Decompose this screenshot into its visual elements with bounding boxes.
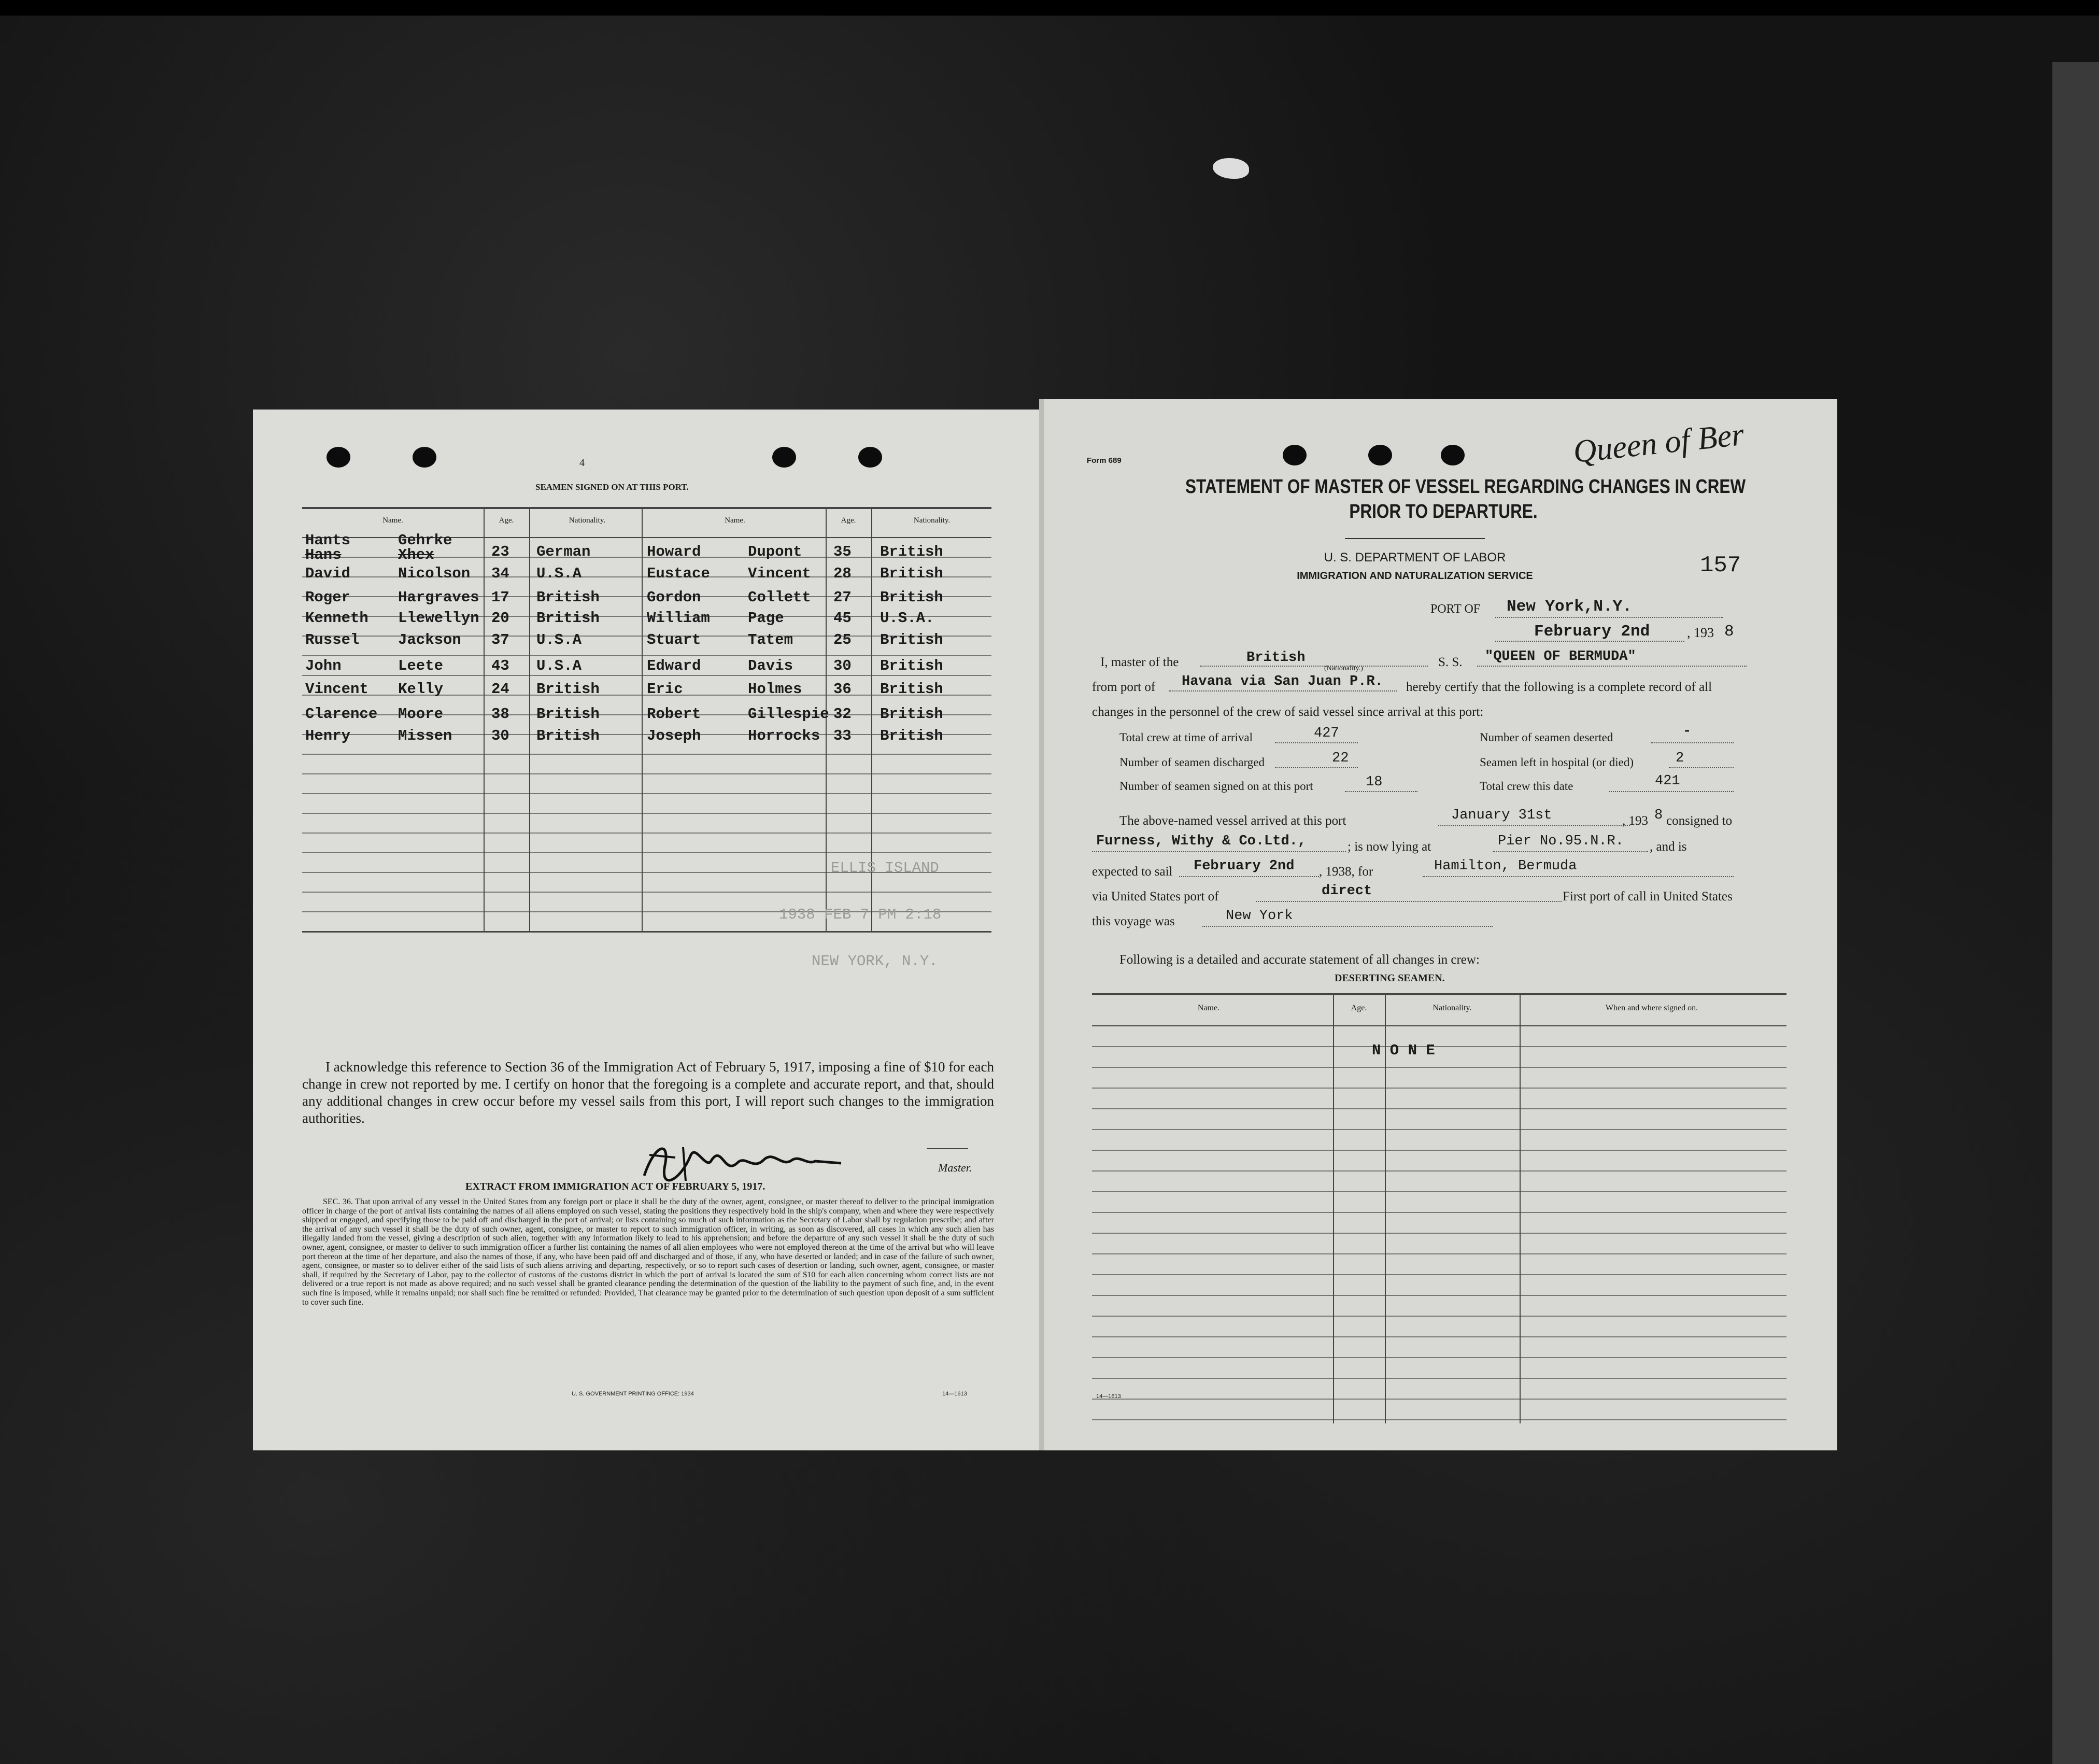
- crew-age: 36: [833, 681, 852, 698]
- crew-last-name: Nicolson: [398, 565, 471, 582]
- crew-first-name: Vincent: [305, 681, 368, 698]
- table-rule: [1092, 1316, 1786, 1317]
- destination-value: Hamilton, Bermuda: [1434, 858, 1577, 874]
- crew-last-name: Vincent: [748, 565, 811, 582]
- crew-age: 30: [833, 657, 852, 674]
- crew-nationality: British: [536, 610, 600, 627]
- extract-text: SEC. 36. That upon arrival of any vessel in the United States from any foreign port or place it shall be the duty of the owner, agent, consignee, or master thereof to deliver to the principal immigration officer in charge of the port of arrival lists containing the names of all aliens employed on such vessel, stating the positions they respectively hold in the ship's company, when and where they were respectively shipped or engaged, and specifying those to be paid off and discharged in the port of arrival; or lists containing so much of such information as the Secretary of Labor shall by regulation prescribe; and after the arrival of any such vessel it shall be the duty of such owner, agent, consignee, or master to report to such immigration officer, in writing, as soon as discovered, all cases in which any such alien has illegally landed from the vessel, giving a description of such alien, together with any information likely to lead to his apprehension; and before the departure of any such vessel it shall be the duty of such owner, agent, consignee, or master to deliver to such immigration officer a further list containing the names of all alien employees who were not employed thereon at the time of the arrival but who will leave port thereon at the time of her departure, and also the names of those, if any, who have been paid off and discharged and of those, if any, who have deserted or landed; and in case of the failure of such owner, agent, consignee, or master so to deliver either of the said lists of such aliens arriving and departing, respectively, or so to report such cases of desertion or landing, such owner, agent, consignee, or master shall, if required by the Secretary of Labor, pay to the collector of customs of the customs district in which the port of arrival is located the sum of $10 for each alien concerning whom correct lists are not delivered or a true report is not made as above required; and no such vessel shall be granted clearance pending the determination of the question of the liability to the payment of such fine, and, in the event such fine is imposed, while it remains unpaid; nor shall such fine be remitted or refunded: Provided, That clearance may be granted prior to the determination of such question upon deposit of a sum sufficient to cover such fine.: [302, 1197, 994, 1307]
- desert-col-signed-on: When and where signed on.: [1605, 1004, 1698, 1012]
- crew-nationality: U.S.A: [536, 657, 582, 674]
- arrived-year-prefix: , 193: [1622, 814, 1648, 828]
- crew-age: 24: [491, 681, 509, 698]
- crew-nationality: British: [880, 657, 943, 674]
- crew-last-name: Leete: [398, 657, 444, 674]
- table-rule: [302, 832, 991, 834]
- acknowledgement-text: I acknowledge this reference to Section 36 of the Immigration Act of February 5, 1917, imposing a fine of $10 for each change in crew not reported by me. I certify on honor that the foregoing is a complete and accurate report, and that, should any additional changes in crew occur before my vessel sails from this port, I will report such changes to the immigration authorities.: [302, 1059, 994, 1126]
- table-rule: [302, 754, 991, 755]
- stamp-date: 1938 FEB 7 PM 2:18: [779, 906, 942, 923]
- table-rule: [1092, 1170, 1786, 1172]
- crew-first-name: Eric: [647, 681, 683, 698]
- crew-last-name: Horrocks: [748, 727, 820, 744]
- deserted-label: Number of seamen deserted: [1480, 731, 1613, 744]
- col-name-2: Name.: [725, 516, 745, 525]
- crew-last-name: Dupont: [748, 543, 802, 560]
- punch-hole: [413, 447, 436, 468]
- table-rule: [1092, 1191, 1786, 1192]
- crew-last-name: Gillespie: [748, 705, 829, 723]
- date-value: February 2nd: [1534, 623, 1650, 641]
- master-label: Master.: [938, 1161, 972, 1174]
- discharged-label: Number of seamen discharged: [1119, 756, 1265, 769]
- punch-hole: [1368, 445, 1392, 465]
- master-line-label: I, master of the: [1100, 655, 1179, 669]
- voyage-value: New York: [1226, 908, 1293, 924]
- section-title: SEAMEN SIGNED ON AT THIS PORT.: [535, 482, 689, 492]
- lying-value: Pier No.95.N.R.: [1498, 834, 1624, 849]
- form-title-line1: STATEMENT OF MASTER OF VESSEL REGARDING CHANGES IN CREW: [1185, 476, 1746, 498]
- total-crew-label: Total crew at time of arrival: [1119, 731, 1253, 744]
- crew-first-name: Kenneth: [305, 610, 368, 627]
- col-name: Name.: [382, 516, 403, 525]
- crew-last-name: Jackson: [398, 631, 461, 648]
- consigned-label: consigned to: [1666, 814, 1733, 828]
- crew-first-name: Clarence: [305, 705, 378, 723]
- table-rule: [1092, 1212, 1786, 1213]
- total-crew-value: 427: [1314, 726, 1339, 741]
- crew-nationality: British: [880, 565, 943, 582]
- crew-nationality: British: [536, 705, 600, 723]
- crew-first-name: Stuart: [647, 631, 701, 648]
- crew-first-name: Henry: [305, 727, 351, 744]
- consignee-value: Furness, Withy & Co.Ltd.,: [1096, 834, 1307, 849]
- desert-col-nationality: Nationality.: [1433, 1004, 1472, 1012]
- crew-first-name-struck: Hans: [305, 546, 342, 563]
- crew-nationality: British: [880, 543, 943, 560]
- hospital-value: 2: [1676, 751, 1684, 766]
- total-today-value: 421: [1655, 773, 1680, 789]
- crew-age: 37: [491, 631, 509, 648]
- crew-last-name: Missen: [398, 727, 452, 744]
- punch-hole: [772, 447, 796, 468]
- crew-first-name: Howard: [647, 543, 701, 560]
- crew-last-name: Tatem: [748, 631, 793, 648]
- crew-nationality: British: [880, 705, 943, 723]
- arrived-year-value: 8: [1654, 808, 1663, 823]
- table-rule: [1092, 1129, 1786, 1130]
- crew-nationality: U.S.A: [536, 565, 582, 582]
- from-port-value: Havana via San Juan P.R.: [1182, 674, 1383, 689]
- crew-age: 43: [491, 657, 509, 674]
- table-rule: [1092, 1399, 1786, 1400]
- table-rule: [1092, 1336, 1786, 1337]
- expected-year: , 1938, for: [1319, 865, 1373, 879]
- deserted-value: -: [1683, 724, 1692, 739]
- expected-label: expected to sail: [1092, 865, 1173, 879]
- table-rule: [1092, 1108, 1786, 1109]
- table-rule: [302, 813, 991, 814]
- crew-age: 20: [491, 610, 509, 627]
- desert-none-entry: N O N E: [1372, 1042, 1435, 1059]
- film-frame-top: [0, 0, 2099, 16]
- hospital-label: Seamen left in hospital (or died): [1480, 756, 1634, 769]
- crew-age: 34: [491, 565, 509, 582]
- table-rule: [1092, 1046, 1786, 1047]
- table-rule: [1092, 1067, 1786, 1068]
- service: IMMIGRATION AND NATURALIZATION SERVICE: [1297, 570, 1533, 582]
- punch-hole: [858, 447, 882, 468]
- table-rule: [1092, 1357, 1786, 1358]
- form-code: 14—1613: [942, 1391, 967, 1397]
- crew-nationality: German: [536, 543, 591, 560]
- crew-first-name: William: [647, 610, 710, 627]
- crew-first-name: Eustace: [647, 565, 710, 582]
- crew-first-name: Robert: [647, 705, 701, 723]
- col-age: Age.: [499, 516, 514, 525]
- crew-last-name: Holmes: [748, 681, 802, 698]
- crew-first-name: Joseph: [647, 727, 701, 744]
- crew-first-name: David: [305, 565, 351, 582]
- signed-on-value: 18: [1366, 774, 1383, 790]
- and-is-text: , and is: [1650, 840, 1687, 854]
- stamp-location: ELLIS ISLAND: [831, 859, 939, 877]
- document-number: 157: [1700, 553, 1741, 578]
- crew-age: 45: [833, 610, 852, 627]
- crew-first-name: Edward: [647, 657, 701, 674]
- crew-last-name: Kelly: [398, 681, 444, 698]
- crew-first-name: Roger: [305, 589, 351, 606]
- col-nationality: Nationality.: [569, 516, 606, 525]
- title-rule: [1345, 538, 1485, 539]
- col-nationality-2: Nationality.: [913, 516, 951, 525]
- punch-hole: [327, 447, 350, 468]
- crew-age: 17: [491, 589, 509, 606]
- from-port-label: from port of: [1092, 680, 1156, 694]
- via-label: via United States port of: [1092, 890, 1219, 904]
- table-rule: [1092, 1253, 1786, 1254]
- crew-nationality: British: [536, 727, 600, 744]
- year-prefix: , 193: [1687, 625, 1714, 640]
- crew-nationality: British: [880, 681, 943, 698]
- left-page: [253, 410, 1044, 1450]
- crew-age: 27: [833, 589, 852, 606]
- port-value: New York,N.Y.: [1507, 598, 1632, 616]
- form-code: 14—1613: [1096, 1393, 1121, 1400]
- crew-age: 23: [491, 543, 509, 560]
- crew-first-name: Gordon: [647, 589, 701, 606]
- table-rule: [1092, 1295, 1786, 1296]
- crew-nationality: British: [880, 589, 943, 606]
- punch-hole: [1441, 445, 1465, 465]
- film-frame-right: [2052, 62, 2099, 1764]
- deserting-title: DESERTING SEAMEN.: [1335, 972, 1445, 984]
- page-number: 4: [579, 457, 585, 469]
- punch-hole: [1283, 445, 1307, 465]
- printing-office: U. S. GOVERNMENT PRINTING OFFICE: 1934: [572, 1391, 694, 1397]
- table-rule: [1092, 1419, 1786, 1420]
- crew-age: 38: [491, 705, 509, 723]
- nationality-value: British: [1246, 650, 1306, 666]
- crew-last-name: Davis: [748, 657, 793, 674]
- stamp-city: NEW YORK, N.Y.: [812, 953, 938, 970]
- crew-nationality: British: [880, 727, 943, 744]
- arrived-label: The above-named vessel arrived at this port: [1119, 814, 1346, 828]
- certify-text: hereby certify that the following is a complete record of all: [1406, 680, 1712, 694]
- right-page: [1044, 399, 1837, 1450]
- changes-text: changes in the personnel of the crew of said vessel since arrival at this port:: [1092, 705, 1484, 719]
- table-rule: [302, 655, 991, 656]
- table-rule: [302, 852, 991, 853]
- crew-nationality: U.S.A.: [880, 610, 934, 627]
- following-label: Following is a detailed and accurate statement of all changes in crew:: [1119, 953, 1480, 967]
- arrived-value: January 31st: [1451, 808, 1552, 823]
- crew-last-name-struck: Xhex: [398, 546, 434, 563]
- table-rule: [1092, 1274, 1786, 1275]
- deserting-seamen-table: [1092, 993, 1786, 1423]
- ss-label: S. S.: [1438, 655, 1463, 669]
- voyage-label: this voyage was: [1092, 914, 1175, 928]
- signature-line: [927, 1148, 968, 1149]
- crew-last-name: Moore: [398, 705, 444, 723]
- lying-label: ; is now lying at: [1348, 840, 1431, 854]
- crew-last-name: Llewellyn: [398, 610, 479, 627]
- desert-col-age: Age.: [1351, 1004, 1367, 1012]
- crew-last-name: Hargraves: [398, 589, 479, 606]
- vessel-name: "QUEEN OF BERMUDA": [1485, 649, 1636, 665]
- year-value: 8: [1724, 623, 1734, 641]
- crew-last-name: Collett: [748, 589, 811, 606]
- expected-value: February 2nd: [1194, 858, 1295, 874]
- crew-first-name: John: [305, 657, 342, 674]
- crew-last-name: Page: [748, 610, 784, 627]
- port-label: PORT OF: [1430, 602, 1481, 616]
- table-rule: [1092, 1088, 1786, 1089]
- extract-title: EXTRACT FROM IMMIGRATION ACT OF FEBRUARY 5, 1917.: [465, 1181, 765, 1192]
- crew-age: 25: [833, 631, 852, 648]
- col-age-2: Age.: [841, 516, 856, 525]
- first-port-label: First port of call in United States: [1563, 890, 1733, 904]
- crew-first-name: Russel: [305, 631, 360, 648]
- crew-last-name: Gehrke: [398, 532, 452, 549]
- table-rule: [302, 793, 991, 794]
- department: U. S. DEPARTMENT OF LABOR: [1324, 551, 1506, 565]
- crew-nationality: British: [536, 589, 600, 606]
- form-title-line2: PRIOR TO DEPARTURE.: [1349, 501, 1538, 523]
- discharged-value: 22: [1332, 751, 1349, 766]
- nationality-caption: (Nationality.): [1324, 665, 1363, 672]
- crew-age: 28: [833, 565, 852, 582]
- table-rule: [1092, 1150, 1786, 1151]
- crew-age: 32: [833, 705, 852, 723]
- crew-nationality: British: [880, 631, 943, 648]
- crew-age: 30: [491, 727, 509, 744]
- table-rule: [302, 675, 991, 676]
- total-today-label: Total crew this date: [1480, 780, 1573, 793]
- handwritten-vessel-note: Queen of Ber: [1571, 416, 1746, 470]
- crew-age: 33: [833, 727, 852, 744]
- table-rule: [1092, 1233, 1786, 1234]
- table-rule: [1092, 1378, 1786, 1379]
- via-value: direct: [1322, 883, 1372, 899]
- crew-age: 35: [833, 543, 852, 560]
- crew-first-name: Hants: [305, 532, 351, 549]
- signed-on-label: Number of seamen signed on at this port: [1119, 780, 1313, 793]
- crew-nationality: British: [536, 681, 600, 698]
- desert-col-name: Name.: [1197, 1004, 1220, 1012]
- table-rule: [302, 773, 991, 774]
- form-number: Form 689: [1087, 456, 1122, 465]
- crew-nationality: U.S.A: [536, 631, 582, 648]
- table-rule: [302, 892, 991, 893]
